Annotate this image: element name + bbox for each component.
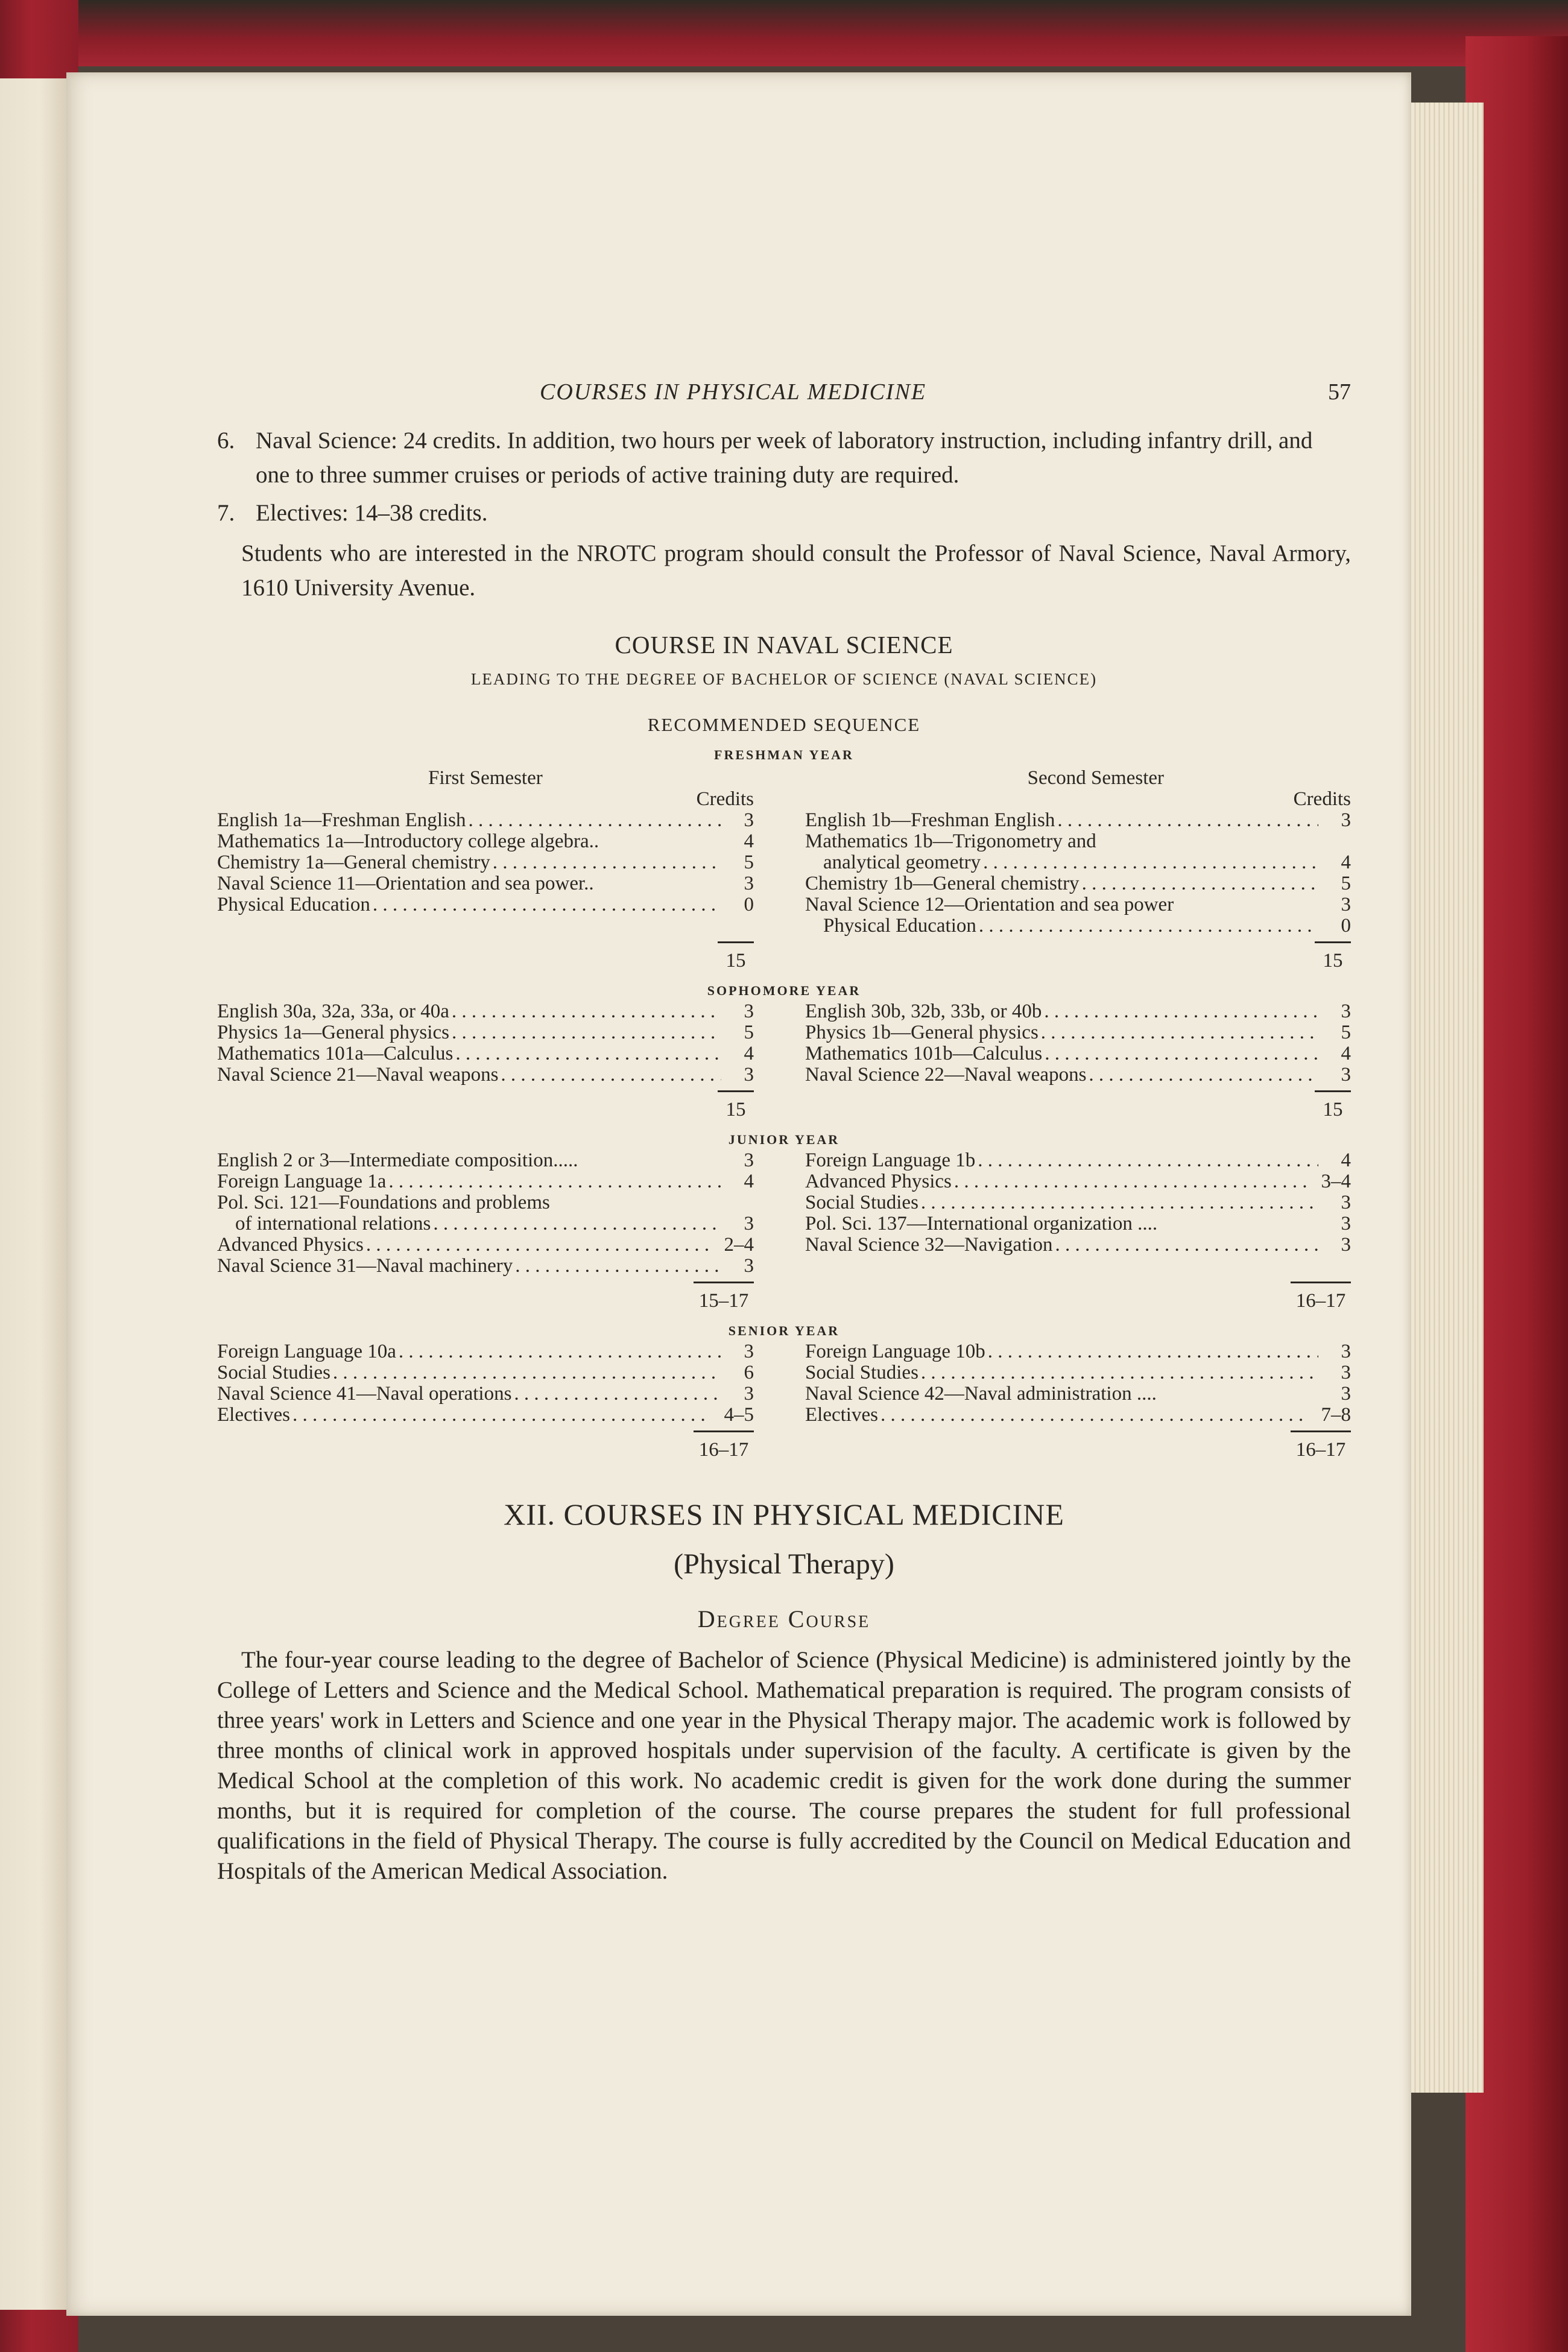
naval-course-subtitle: LEADING TO THE DEGREE OF BACHELOR OF SCIENCE (NAVAL SCIENCE) [470, 670, 1098, 688]
credits-headings [217, 789, 1351, 810]
total-right: 16–17 [1291, 1430, 1351, 1461]
requirement-number: 6. [217, 428, 235, 454]
page-content [217, 374, 1351, 1886]
sophomore-first-semester [217, 1001, 754, 1086]
total-right: 15 [1315, 941, 1351, 972]
book-page [66, 72, 1411, 2316]
senior-totals [217, 1430, 1351, 1461]
degree-course-heading: Degree Course [697, 1605, 871, 1633]
course-row: Naval Science 32—Navigation . . . 3 [805, 1234, 1351, 1256]
book-cover-top [60, 0, 1568, 66]
course-row: Mathematics 1a—Introductory college algebra.. 4 [217, 830, 754, 852]
course-row: Naval Science 11—Orientation and sea power.. 3 [217, 873, 754, 894]
course-row: Naval Science 42—Naval administration .... 3 [805, 1383, 1351, 1405]
course-row: Naval Science 41—Naval operations . . . 3 [217, 1383, 754, 1405]
curriculum-table [217, 744, 1351, 1461]
course-row: English 30a, 32a, 33a, or 40a . . . 3 [217, 1001, 754, 1022]
junior-totals [217, 1282, 1351, 1312]
requirement-item [217, 423, 1351, 492]
course-row: Naval Science 22—Naval weapons . . . 3 [805, 1064, 1351, 1086]
course-row: Social Studies . . . 6 [217, 1362, 754, 1383]
credits-heading-left: Credits [696, 788, 754, 810]
sophomore-rows [217, 1001, 1351, 1086]
course-row: Mathematics 101b—Calculus . . . 4 [805, 1043, 1351, 1064]
previous-page-edge [0, 78, 68, 2310]
course-row: Social Studies . . . 3 [805, 1362, 1351, 1383]
freshman-second-semester [805, 810, 1351, 937]
requirement-text: Naval Science: 24 credits. In addition, two hours per week of laboratory instruction, including infantry drill, and one to three summer cruises or periods of active training duty are required. [256, 428, 1313, 488]
first-semester-heading: First Semester [428, 767, 543, 789]
requirement-number: 7. [217, 500, 235, 526]
junior-first-semester [217, 1150, 754, 1277]
course-row: Pol. Sci. 121—Foundations and problems [217, 1192, 550, 1213]
year-label-senior: SENIOR YEAR [728, 1323, 840, 1338]
course-row: Electives . . . 7–8 [805, 1405, 1351, 1426]
course-row: Chemistry 1a—General chemistry . . . 5 [217, 852, 754, 873]
junior-second-semester [805, 1150, 1351, 1277]
year-label-junior: JUNIOR YEAR [728, 1132, 840, 1147]
course-row: Physics 1b—General physics . . . 5 [805, 1022, 1351, 1043]
total-left: 15 [718, 941, 754, 972]
freshman-first-semester [217, 810, 754, 937]
page-number: 57 [1328, 379, 1351, 405]
credits-heading-right: Credits [1293, 788, 1351, 810]
course-row: analytical geometry . . . 4 [805, 852, 1351, 873]
year-label-sophomore: SOPHOMORE YEAR [707, 983, 861, 998]
total-left: 15–17 [694, 1282, 754, 1312]
section-xii-subtitle: (Physical Therapy) [674, 1548, 894, 1580]
degree-course-paragraph: The four-year course leading to the degree of Bachelor of Science (Physical Medicine) is administered jointly by the College of Letters and Science and the Medical School. Mathematical preparation is required. The program consists of three years' work in Letters and Science and one year in the Physical Therapy major. The academic work is followed by three months of clinical work in approved hospitals under supervision of the faculty. A certificate is given by the Medical School at the completion of this work. No academic credit is given for the work done during the summer months, but it is required for completion of the course. The course prepares the student for full professional qualifications in the field of Physical Therapy. The course is fully accredited by the Council on Medical Education and Hospitals of the American Medical Association. [217, 1647, 1351, 1884]
requirement-item [217, 496, 1351, 530]
senior-rows [217, 1341, 1351, 1426]
freshman-totals [217, 941, 1351, 972]
course-row: Pol. Sci. 137—International organization .... 3 [805, 1213, 1351, 1234]
junior-rows [217, 1150, 1351, 1277]
course-row: Foreign Language 10a . . . 3 [217, 1341, 754, 1362]
senior-second-semester [805, 1341, 1351, 1426]
course-row: Naval Science 12—Orientation and sea power 3 [805, 894, 1351, 915]
course-row: Physical Education . . . 0 [805, 915, 1351, 937]
course-row: Social Studies . . . 3 [805, 1192, 1351, 1213]
semester-headings [217, 768, 1351, 789]
course-row: Advanced Physics . . . 2–4 [217, 1234, 754, 1256]
requirements-list [217, 423, 1351, 605]
section-xii-title: XII. COURSES IN PHYSICAL MEDICINE [504, 1497, 1064, 1531]
course-row: Physical Education . . . 0 [217, 894, 754, 915]
freshman-rows [217, 810, 1351, 937]
course-row: Naval Science 31—Naval machinery . . . 3 [217, 1256, 754, 1277]
course-row: English 1b—Freshman English . . . 3 [805, 810, 1351, 831]
senior-first-semester [217, 1341, 754, 1426]
total-left: 15 [718, 1090, 754, 1121]
course-row: Foreign Language 1b . . . 4 [805, 1150, 1351, 1171]
running-head-title: COURSES IN PHYSICAL MEDICINE [540, 379, 927, 405]
running-head [217, 374, 1351, 410]
recommended-sequence-title: RECOMMENDED SEQUENCE [647, 714, 921, 735]
course-row: Physics 1a—General physics . . . 5 [217, 1022, 754, 1043]
year-label-freshman: FRESHMAN YEAR [714, 747, 854, 762]
second-semester-heading: Second Semester [1027, 767, 1164, 789]
sophomore-second-semester [805, 1001, 1351, 1086]
naval-course-title: COURSE IN NAVAL SCIENCE [615, 631, 953, 659]
requirement-text: Electives: 14–38 credits. [256, 500, 488, 526]
sophomore-totals [217, 1090, 1351, 1121]
course-row: English 30b, 32b, 33b, or 40b . . . 3 [805, 1001, 1351, 1022]
course-row: Mathematics 101a—Calculus . . . 4 [217, 1043, 754, 1064]
course-row: Foreign Language 1a . . . 4 [217, 1171, 754, 1192]
course-row: Electives . . . 4–5 [217, 1405, 754, 1426]
nrotc-paragraph: Students who are interested in the NROTC program should consult the Professor of Naval Science, Naval Armory, 1610 University Avenue. [241, 540, 1351, 601]
course-row: Advanced Physics . . . 3–4 [805, 1171, 1351, 1192]
course-row: English 2 or 3—Intermediate composition..... 3 [217, 1149, 754, 1171]
course-row: Naval Science 21—Naval weapons . . . 3 [217, 1064, 754, 1086]
course-row: English 1a—Freshman English . . . 3 [217, 810, 754, 831]
course-row: Chemistry 1b—General chemistry . . . 5 [805, 873, 1351, 894]
total-right: 15 [1315, 1090, 1351, 1121]
total-left: 16–17 [694, 1430, 754, 1461]
total-right: 16–17 [1291, 1282, 1351, 1312]
course-row: Mathematics 1b—Trigonometry and [805, 830, 1096, 852]
course-row: Foreign Language 10b . . . 3 [805, 1341, 1351, 1362]
course-row: of international relations . . . 3 [217, 1213, 754, 1234]
